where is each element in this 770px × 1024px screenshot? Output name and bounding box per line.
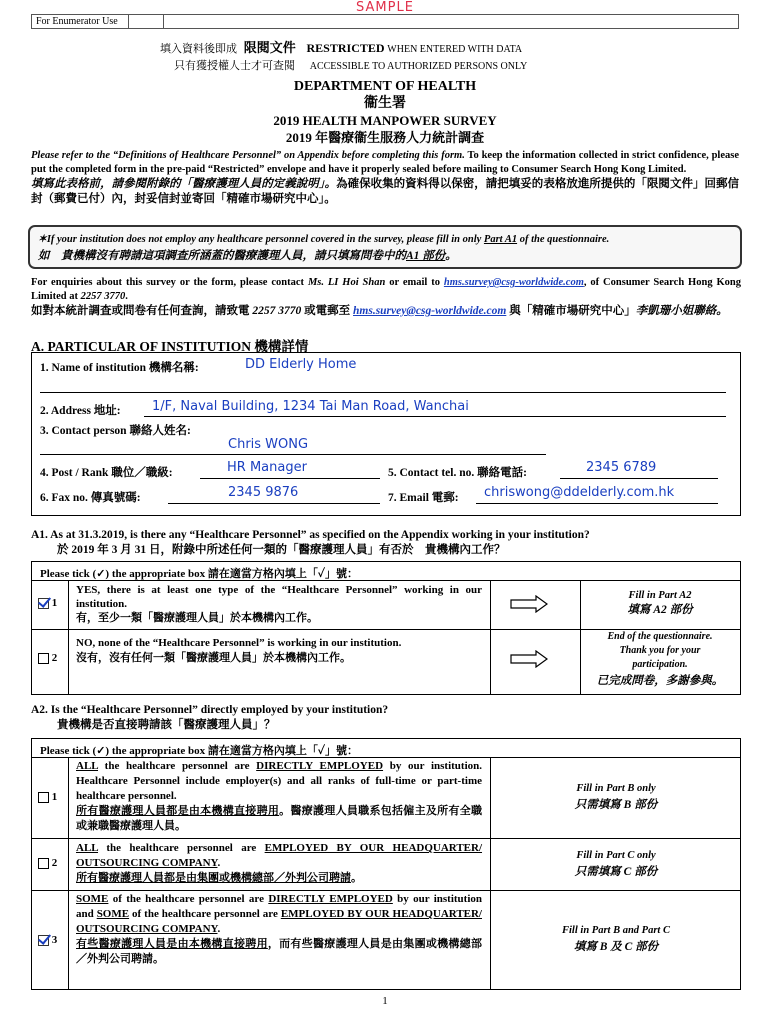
a1-divider-v3 xyxy=(580,580,581,694)
intro-text xyxy=(31,149,739,207)
a2-option-2-result xyxy=(492,848,740,880)
a1-divider-v1 xyxy=(68,580,69,694)
q5-input[interactable]: 2345 6789 xyxy=(586,460,657,475)
a1-option-2-checkbox[interactable] xyxy=(38,653,49,664)
notice-zh-post: 。 xyxy=(445,250,457,262)
a2-option-1-result-zh: 只需填寫 B 部份 xyxy=(574,799,658,811)
a1-option-1-num: 1 xyxy=(51,597,58,609)
a2-header-divider xyxy=(32,757,740,758)
a2-option-3-en-h: . xyxy=(217,923,221,935)
a1-option-1-en: YES, there is at least one type of the “Healthcare Personnel” working in our institution. xyxy=(76,584,482,610)
a1-option-1-text xyxy=(76,583,482,625)
a1-question xyxy=(31,528,741,558)
q1-input[interactable]: DD Elderly Home xyxy=(245,357,357,372)
a2-divider-v2 xyxy=(490,757,491,989)
a1-option-1-checkbox[interactable] xyxy=(38,598,49,609)
a1-question-zh: 於 2019 年 3 月 31 日，附錄中所述任何一類的「醫療護理人員」有否於 貴機構內工作？ xyxy=(57,544,506,556)
a2-option-3-some: SOME xyxy=(76,893,109,905)
q3-input[interactable]: Chris WONG xyxy=(228,437,309,452)
restricted-en-1: WHEN ENTERED WITH DATA xyxy=(387,44,523,55)
restricted-zh-1: 填入資料後即成 xyxy=(160,43,237,55)
a2-option-1-zh-b: 。醫療護理人員職系包括僱主及所有全職或兼職醫療護理人員。 xyxy=(76,805,483,832)
a1-option-2-arrow-icon xyxy=(510,650,548,668)
a1-option-2-result xyxy=(582,630,738,688)
a2-option-1-text xyxy=(76,759,482,834)
a1-option-1-result-zh: 填寫 A2 部份 xyxy=(627,604,693,616)
q7-label: 7. Email 電郵: xyxy=(388,492,459,504)
a2-option-1-en-d: by our institution. Healthcare Personnel include employer(s) and all ranks of full-time or part-time healthcare personnel. xyxy=(76,760,482,802)
q3-label: 3. Contact person 聯絡人姓名: xyxy=(40,425,191,437)
notice-en xyxy=(38,232,732,248)
notice-zh-pre: 如 貴機構沒有聘請這項調查所涵蓋的醫療護理人員，請只填寫問卷中的 xyxy=(38,250,406,262)
a2-option-3-zh-b: ，而有些醫療護理人員是由集團或機構總部／外判公司聘請 xyxy=(76,938,483,965)
q2-input[interactable]: 1/F, Naval Building, 1234 Tai Man Road, Wanchai xyxy=(152,399,469,414)
enquiry-phone: 2257 3770 xyxy=(80,291,126,302)
restricted-zh-title: 限閱文件 xyxy=(243,40,296,55)
intro-en-rest: To keep the information collected in strict confidence, please put the completed form in the pre-paid “Restricted” envelope and have it properly sealed before mailing to Consumer Search Hong Kong Limited. xyxy=(31,150,739,175)
q3-line xyxy=(40,454,546,455)
a2-option-2-zh-a: 所有醫療護理人員都是由集團或機構總部／外判公司聘請 xyxy=(76,872,351,884)
a2-question-zh: 貴機構是否直接聘請該「醫療護理人員」？ xyxy=(57,719,276,731)
restricted-en-2: ACCESSIBLE TO AUTHORIZED PERSONS ONLY xyxy=(309,61,528,72)
enquiry-zh-mid: 或電郵至 xyxy=(301,305,353,317)
enquiry-zh-post: 與「精確市場研究中心」 xyxy=(506,305,636,317)
a2-option-3-result-en: Fill in Part B and Part C xyxy=(562,925,670,936)
a1-option-2-checkbox-cell[interactable] xyxy=(38,652,57,664)
q6-label: 6. Fax no. 傳真號碼: xyxy=(40,492,141,504)
q7-input[interactable]: chriswong@ddelderly.com.hk xyxy=(484,485,675,500)
intro-zh-rest: 為確保收集的資料得以保密，請把填妥的表格放進所提供的「限閱文件」回郵信封（郵費已付）內，封妥信封並寄回「精確市場研究中心」。 xyxy=(31,178,740,205)
star-icon: ✶ xyxy=(38,234,47,245)
enumerator-label: For Enumerator Use xyxy=(36,16,118,27)
a2-tick-header: Please tick (✓) the appropriate box 請在適當方格內填上「✓」號： xyxy=(40,745,358,757)
header-block xyxy=(0,78,770,146)
a2-option-2-headquarter: EMPLOYED BY OUR HEADQUARTER/ OUTSOURCING COMPANY xyxy=(76,842,483,869)
q5-line xyxy=(560,478,718,479)
enquiry-zh-phone: 2257 3770 xyxy=(252,305,302,317)
a1-tick-header: Please tick (✓) the appropriate box 請在適當方格內填上「✓」號： xyxy=(40,568,358,580)
enumerator-input[interactable] xyxy=(128,15,164,28)
a2-divider-v1 xyxy=(68,757,69,989)
enquiry-contact-name: Ms. LI Hoi Shan xyxy=(307,277,386,288)
a2-option-3-checkbox[interactable] xyxy=(38,935,49,946)
a2-option-3-result xyxy=(492,923,740,955)
a2-row-divider-2 xyxy=(32,890,740,891)
a2-option-2-en-b: the healthcare personnel are xyxy=(98,842,265,854)
section-a-title: A. PARTICULAR OF INSTITUTION 機構詳情 xyxy=(31,339,309,354)
survey-zh: 2019 年醫療衞生服務人力統計調查 xyxy=(285,130,485,145)
q6-line xyxy=(168,503,380,504)
a2-option-2-num: 2 xyxy=(51,857,58,869)
intro-zh-italic: 填寫此表格前，請參閱附錄的「醫療護理人員的定義說明」。 xyxy=(31,178,337,190)
a1-option-2-result-zh: 已完成問卷，多謝參與。 xyxy=(596,675,724,687)
page-number: 1 xyxy=(382,995,388,1007)
a2-option-3-directly: DIRECTLY EMPLOYED xyxy=(268,893,393,905)
notice-box xyxy=(28,225,742,269)
a2-question-en: A2. Is the “Healthcare Personnel” directly employed by your institution? xyxy=(31,704,389,716)
notice-en-part: Part A1 xyxy=(483,234,518,245)
a2-option-1-result xyxy=(492,781,740,813)
a2-option-2-text xyxy=(76,841,482,886)
a2-option-3-zh-a: 有些醫療護理人員是由本機構直接聘用 xyxy=(76,938,268,950)
a2-option-3-text xyxy=(76,892,482,967)
a1-question-en: A1. As at 31.3.2019, is there any “Healthcare Personnel” as specified on the Appendix working in your institution? xyxy=(31,529,590,541)
a1-divider-v2 xyxy=(490,580,491,694)
a2-option-3-en-f: of the healthcare personnel are xyxy=(129,908,281,920)
enquiry-email-link[interactable]: hms.survey@csg-worldwide.com xyxy=(443,277,584,288)
a1-option-1-arrow-icon xyxy=(510,595,548,613)
enquiry-zh-email-link[interactable]: hms.survey@csg-worldwide.com xyxy=(353,305,507,317)
enquiry-en-post: , of Consumer Search Hong Kong Limited at xyxy=(31,277,741,302)
survey-en: 2019 HEALTH MANPOWER SURVEY xyxy=(273,113,497,128)
a2-option-1-checkbox[interactable] xyxy=(38,792,49,803)
restricted-zh-2: 只有獲授權人士才可查閱 xyxy=(174,60,295,72)
a1-option-1-zh: 有，至少一類「醫療護理人員」於本機構內工作。 xyxy=(76,612,318,624)
a2-option-3-headquarter: EMPLOYED BY OUR HEADQUARTER/ OUTSOURCING COMPANY xyxy=(76,908,482,935)
enquiry-en-pre: For enquiries about this survey or the form, please contact xyxy=(31,277,308,288)
section-a-box xyxy=(31,352,741,516)
a2-question xyxy=(31,703,741,733)
a1-option-2-text xyxy=(76,636,482,666)
a2-row-divider-1 xyxy=(32,838,740,839)
q4-input[interactable]: HR Manager xyxy=(227,460,307,475)
a1-option-2-zh: 沒有，沒有任何一類「醫療護理人員」於本機構內工作。 xyxy=(76,652,351,664)
a2-option-1-all: ALL xyxy=(76,760,99,772)
enquiry-zh-name: 李凱珊小姐聯絡。 xyxy=(635,305,728,317)
q4-label: 4. Post / Rank 職位／職級: xyxy=(40,467,173,479)
a2-option-2-checkbox[interactable] xyxy=(38,858,49,869)
a2-option-2-zh-b: 。 xyxy=(351,872,362,884)
enumerator-box xyxy=(31,14,739,29)
a2-option-1-zh-a: 所有醫療護理人員都是由本機構直接聘用 xyxy=(76,805,280,817)
restricted-line-1 xyxy=(160,40,600,58)
q2-label: 2. Address 地址: xyxy=(40,405,121,417)
a2-option-3-some-2: SOME xyxy=(96,908,130,920)
a1-table xyxy=(31,561,741,695)
q7-line xyxy=(476,503,718,504)
a1-option-2-en: NO, none of the “Healthcare Personnel” is working in our institution. xyxy=(76,637,402,649)
dept-zh: 衞生署 xyxy=(364,96,406,111)
notice-en-pre: If your institution does not employ any healthcare personnel covered in the survey, please fill in only xyxy=(46,234,484,245)
a2-option-3-en-d: by our institution and xyxy=(76,893,482,920)
a2-option-2-result-en: Fill in Part C only xyxy=(576,850,656,861)
enquiry-zh-pre: 如對本統計調查或問卷有任何查詢，請致電 xyxy=(31,305,253,317)
a2-option-1-directly: DIRECTLY EMPLOYED xyxy=(256,760,384,772)
a1-option-2-num: 2 xyxy=(51,652,58,664)
notice-zh-part: A1 部份 xyxy=(406,250,446,262)
a1-option-1-checkbox-cell[interactable] xyxy=(38,597,57,609)
a1-option-2-result-en: End of the questionnaire. Thank you for your participation. xyxy=(607,631,713,670)
a1-header-divider xyxy=(32,580,740,581)
q1-label: 1. Name of institution 機構名稱: xyxy=(40,362,199,374)
dept-en: DEPARTMENT OF HEALTH xyxy=(293,79,477,94)
enquiry-en-mid: or email to xyxy=(385,277,444,288)
sample-watermark: SAMPLE xyxy=(356,0,414,15)
a1-option-1-result xyxy=(582,588,738,618)
a2-option-3-en-b: of the healthcare personnel are xyxy=(108,893,269,905)
a2-option-1-checkbox-cell[interactable] xyxy=(38,791,57,803)
a2-table xyxy=(31,738,741,990)
a2-option-2-all: ALL xyxy=(76,842,99,854)
a2-option-3-zh-c: 。 xyxy=(153,953,164,965)
a2-option-2-result-zh: 只需填寫 C 部份 xyxy=(574,866,658,878)
q6-input[interactable]: 2345 9876 xyxy=(228,485,299,500)
q2-line xyxy=(144,416,726,417)
a2-option-2-checkbox-cell[interactable] xyxy=(38,857,57,869)
enquiry-text: For enquiries about this survey or the form, please contact Ms. LI Hoi Shan or email to hms.survey@csg-worldwide.com, of Consumer Search Hong Kong Limited at 2257 3770. 如對本統計調查或問卷有任何查詢，請致電 2257 3770 或電郵至 hms.survey@csg-worldwide.com 與「精確市場研究中心」李凱珊小姐聯絡。 xyxy=(31,277,741,317)
a2-option-3-checkbox-cell[interactable] xyxy=(38,934,57,946)
a2-option-2-en-d: . xyxy=(217,857,221,869)
restricted-en-title: RESTRICTED xyxy=(306,41,385,55)
a2-option-1-en-b: the healthcare personnel are xyxy=(98,760,257,772)
q1-line xyxy=(40,392,726,393)
a2-option-3-num: 3 xyxy=(51,934,58,946)
notice-zh xyxy=(38,248,732,264)
a1-option-1-result-en: Fill in Part A2 xyxy=(628,590,692,601)
a2-option-3-result-zh: 填寫 B 及 C 部份 xyxy=(573,941,659,953)
restricted-line-2 xyxy=(174,58,600,75)
intro-en-italic: Please refer to the “Definitions of Healthcare Personnel” on Appendix before completing this form. xyxy=(31,150,465,161)
q4-line xyxy=(200,478,380,479)
notice-en-post: of the questionnaire. xyxy=(517,234,610,245)
a2-option-1-num: 1 xyxy=(51,791,58,803)
q5-label: 5. Contact tel. no. 聯絡電話: xyxy=(388,467,527,479)
restricted-block xyxy=(160,40,600,75)
a2-option-1-result-en: Fill in Part B only xyxy=(576,783,656,794)
